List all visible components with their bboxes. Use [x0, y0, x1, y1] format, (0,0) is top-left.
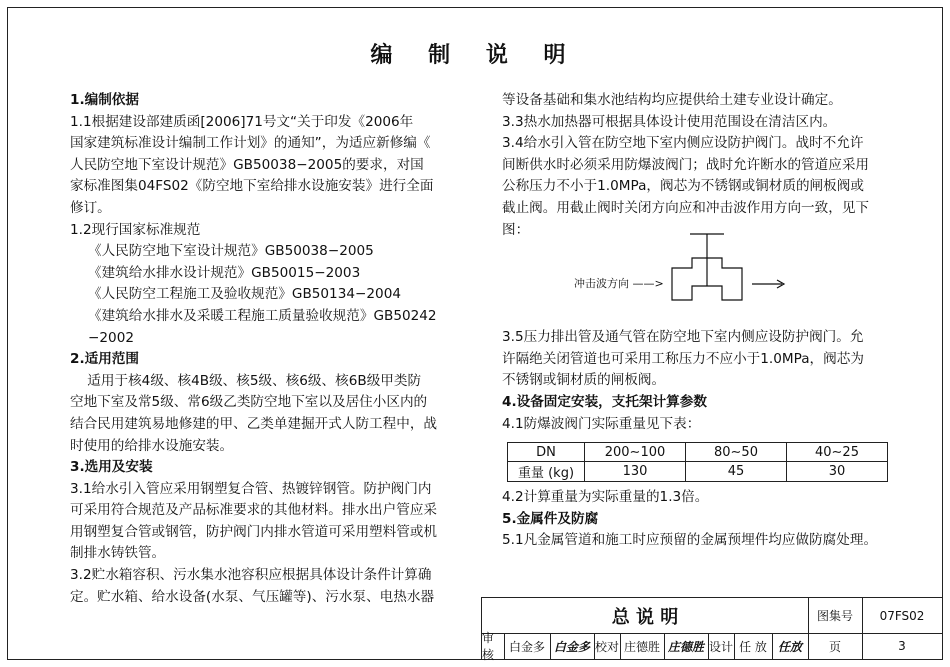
section-5-heading: 5.金属件及防腐 — [502, 510, 599, 527]
section-3-heading: 3.选用及安装 — [70, 459, 153, 476]
valve-weight-table — [507, 442, 888, 482]
reviewer-name: 白金多 — [508, 639, 545, 654]
table-cell: 200∼100 — [585, 443, 686, 462]
table-cell: 130 — [585, 462, 686, 482]
section-1-heading: 1.编制依据 — [70, 92, 139, 108]
table-cell: 30 — [787, 462, 888, 482]
page-label: 页 — [828, 639, 841, 654]
text-line: 3.3热水加热器可根据具体设计使用范围设在清洁区内。 — [502, 113, 837, 130]
page-title: 编 制 说 明 — [370, 43, 580, 68]
text-line: 时使用的给排水设施安装。 — [70, 437, 234, 454]
table-cell: 40∼25 — [787, 443, 888, 462]
text-line: 截止阀。用截止阀时关闭方向应和冲击波作用方向一致，见下 — [502, 199, 870, 216]
designer-signature: 任放 — [777, 639, 802, 654]
text-line: 《人民防空地下室设计规范》GB50038−2005 — [88, 243, 374, 260]
table-cell: 45 — [686, 462, 787, 482]
gate-valve-diagram — [572, 230, 822, 320]
right-column — [502, 90, 892, 552]
text-line: 空地下室及常5级、常6级乙类防空地下室以及居住小区内的 — [70, 394, 428, 411]
text-line: 不锈钢或铜材质的闸板阀。 — [502, 372, 666, 389]
norm-list — [70, 241, 470, 349]
drawing-name: 总 说 明 — [611, 606, 679, 628]
table-row — [508, 462, 888, 482]
section-2-body — [70, 371, 470, 457]
atlas-label: 图集号 — [816, 609, 853, 623]
section-4-1: 4.1防爆波阀门实际重量见下表： — [502, 415, 701, 432]
section-5-1: 5.1凡金属管道和施工时应预留的金属预埋件均应做防腐处理。 — [502, 532, 878, 549]
checker-name: 庄德胜 — [623, 639, 660, 654]
section-3-continued — [502, 90, 892, 241]
text-line: 公称压力不小于1.0MPa，阀芯为不锈钢或铜材质的闸板阀或 — [502, 178, 864, 195]
text-line: 间断供水时必须采用防爆波阀门；战时允许断水的管道应采用 — [502, 156, 870, 173]
shock-direction-label: 冲击波方向 ——> — [574, 277, 664, 290]
text-line: 人民防空地下室设计规范》GB50038−2005的要求，对国 — [70, 156, 424, 173]
page-number: 3 — [898, 639, 906, 653]
text-line: −2002 — [88, 329, 134, 346]
text-line: 《建筑给水排水设计规范》GB50015−2003 — [88, 264, 361, 281]
table-cell: 80∼50 — [686, 443, 787, 462]
text-line: 定。贮水箱、给水设备(水泵、气压罐等)、污水泵、电热水器 — [70, 588, 435, 605]
text-line: 3.1给水引入管应采用钢塑复合管、热镀锌钢管。防护阀门内 — [70, 480, 432, 497]
check-label: 校对 — [594, 639, 619, 654]
text-line: 1.1根据建设部建质函[2006]71号文“关于印发《2006年 — [70, 113, 414, 130]
designer-name: 任 放 — [739, 639, 767, 654]
design-label: 设计 — [708, 639, 733, 654]
table-cell: 重量 (kg) — [508, 462, 585, 482]
text-line: 图： — [502, 221, 530, 238]
section-1-body — [70, 112, 470, 242]
table-cell: DN — [508, 443, 585, 462]
title-block — [481, 597, 942, 662]
reviewer-signature: 白金多 — [553, 639, 590, 654]
section-4-heading: 4.设备固定安装，支托架计算参数 — [502, 393, 707, 410]
section-3-body — [70, 479, 470, 609]
checker-signature: 庄德胜 — [667, 639, 704, 654]
text-line: 3.5压力排出管及通气管在防空地下室内侧应设防护阀门。允 — [502, 329, 864, 346]
text-line: 1.2现行国家标准规范 — [70, 221, 201, 238]
text-line: 等设备基础和集水池结构均应提供给土建专业设计确定。 — [502, 92, 842, 108]
text-line: 修订。 — [70, 199, 111, 216]
valve-icon — [672, 234, 784, 300]
section-3-5-body — [502, 327, 892, 392]
text-line: 《人民防空工程施工及验收规范》GB50134−2004 — [88, 286, 401, 303]
text-line: 国家建筑标准设计编制工作计划》的通知”，为适应新修编《 — [70, 135, 431, 152]
text-line: 3.2贮水箱容积、污水集水池容积应根据具体设计条件计算确 — [70, 567, 432, 584]
table-header-row — [508, 443, 888, 462]
section-2-heading: 2.适用范围 — [70, 351, 139, 368]
text-line: 适用于核4级、核4B级、核5级、核6级、核6B级甲类防 — [70, 372, 422, 389]
text-line: 可采用符合规范及产品标准要求的其他材料。排水出户管应采 — [70, 502, 438, 519]
atlas-number: 07FS02 — [879, 608, 925, 623]
text-line: 许隔绝关闭管道也可采用工称压力不应小于1.0MPa，阀芯为 — [502, 350, 864, 367]
text-line: 《建筑给水排水及采暖工程施工质量验收规范》GB50242 — [88, 307, 437, 324]
section-4-2: 4.2计算重量为实际重量的1.3倍。 — [502, 489, 709, 506]
text-line: 结合民用建筑易地修建的甲、乙类单建掘开式人防工程中，战 — [70, 415, 438, 432]
text-line: 用钢塑复合管或钢管，防护阀门内排水管道可采用塑料管或机 — [70, 523, 438, 540]
text-line: 制排水铸铁管。 — [70, 545, 166, 562]
text-line: 家标准图集04FS02《防空地下室给排水设施安装》进行全面 — [70, 178, 434, 195]
text-line: 3.4给水引入管在防空地下室内侧应设防护阀门。战时不允许 — [502, 135, 864, 152]
left-column — [70, 90, 470, 608]
review-label: 审核 — [482, 631, 495, 662]
